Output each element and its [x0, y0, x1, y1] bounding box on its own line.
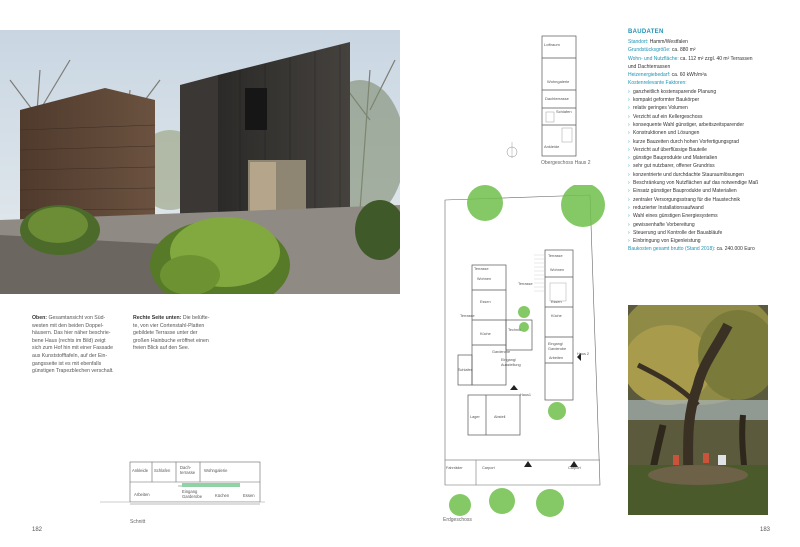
- baudaten-title: BAUDATEN: [628, 29, 664, 35]
- plan-label-eingang-2: Ausstellung: [501, 363, 521, 367]
- chair-icon: [703, 453, 709, 463]
- cost-key: Baukosten gesamt brutto (Stand 2018):: [628, 246, 716, 253]
- caption-oben-line: aus Kunststofftafeln, auf der Ein-: [32, 352, 108, 359]
- fact-value: ca. 60 kWh/m²a: [671, 72, 707, 79]
- caption-oben-line: gangsseite ist es mit ebenfalls: [32, 360, 102, 367]
- section-label-schlafen: Schlafen: [154, 468, 171, 473]
- caption-oben-line: Gesamtansicht von Süd-: [48, 315, 106, 321]
- caption-rechts-line: Die belüfte-: [182, 315, 210, 321]
- list-item: › Einbringung von Eigenleistung: [628, 237, 798, 245]
- plan-label-eingang-3: Eingang/: [548, 342, 563, 346]
- section-drawing: [100, 456, 265, 526]
- fact-row: [628, 71, 798, 79]
- plan-label-terrasse-4: Terrasse: [518, 282, 533, 286]
- caption-rechts: [133, 315, 228, 353]
- upper-label-schlafen: Schlafen: [556, 109, 572, 114]
- upper-plan-title: Obergeschoss Haus 2: [541, 160, 591, 166]
- ground-plan-title: Erdgeschoss: [443, 517, 472, 523]
- fact-value: ca. 112 m² zzgl. 40 m² Terrassen: [680, 55, 753, 62]
- list-item: › reduzierter Installationsaufwand: [628, 204, 798, 212]
- list-item: › konsequente Wahl günstiger, arbeitszeitsparender: [628, 121, 798, 129]
- list-item: › günstige Bauprodukte und Materialien: [628, 154, 798, 162]
- entrance-arrow-icon: [524, 461, 532, 467]
- page-number-right: 183: [760, 527, 771, 533]
- list-item: › konzentrierte und durchdachte Stauraumlösungen: [628, 171, 798, 179]
- plan-label-essen-2: Essen: [551, 300, 562, 304]
- caption-oben: [32, 315, 124, 376]
- list-item: › Wahl eines günstigen Energiesystems: [628, 212, 798, 220]
- section-label-kuechen: Küchen: [215, 493, 230, 498]
- upper-label-loftraum: Loftraum: [544, 42, 560, 47]
- house-exterior-illustration: [0, 30, 400, 294]
- chair-icon: [718, 455, 726, 465]
- list-item: › Steuerung und Kontrolle der Bauabläufe: [628, 229, 798, 237]
- section-label-eingang-1: Eingang: [182, 489, 198, 494]
- caption-oben-line: bene Haus (rechts im Bild) zeigt: [32, 337, 106, 344]
- plan-label-abstell: Abstell: [494, 415, 506, 419]
- fact-value: ca. 880 m²: [671, 47, 696, 54]
- plan-label-arbeiten: Arbeiten: [549, 356, 564, 360]
- ground-floor-plan: [440, 185, 610, 530]
- fact-row: [628, 63, 798, 71]
- list-item: › Verzicht auf überflüssige Bauteile: [628, 146, 798, 154]
- plan-label-kueche-1: Küche: [480, 332, 491, 336]
- factors-list: [628, 88, 798, 246]
- section-svg: [100, 456, 265, 526]
- ground-floor-plan-svg: [440, 185, 610, 530]
- list-item: › relativ geringes Volumen: [628, 104, 798, 112]
- fact-key: Heizenergiebedarf:: [628, 72, 671, 79]
- section-label-eingang-2: Garderobe: [182, 494, 203, 499]
- upper-floor-plan: [500, 30, 590, 170]
- plan-label-kueche-2: Küche: [551, 314, 562, 318]
- terrace-tree-illustration: [628, 305, 768, 515]
- caption-oben-title: Oben:: [32, 315, 47, 321]
- plan-label-fahrraeder: Fahrräder: [446, 466, 463, 470]
- tree-icon: [518, 306, 530, 318]
- section-label-arbeiten: Arbeiten: [134, 492, 150, 497]
- fact-row: [628, 46, 798, 54]
- section-title: Schnitt: [130, 519, 146, 525]
- upper-label-wohngalerie: Wohngalerie: [547, 79, 570, 84]
- fact-row: [628, 38, 798, 46]
- list-item: › ganzheitlich kostensparende Planung: [628, 88, 798, 96]
- cost-row: [628, 245, 798, 253]
- list-item: › kurze Bauzeiten durch hohen Vorfertigungsgrad: [628, 138, 798, 146]
- caption-rechts-line: großen Hainbuche eröffnet einen: [133, 337, 209, 344]
- plan-label-haus1: Haus1: [520, 393, 531, 397]
- plan-label-terrasse-2: Terrasse: [548, 254, 563, 258]
- plan-label-wohnen-2: Wohnen: [550, 268, 565, 272]
- plan-label-haus2: Haus 2: [577, 352, 590, 356]
- plan-label-eingang-4: Garderobe: [548, 347, 567, 351]
- caption-oben-line: westen mit den beiden Doppel-: [32, 322, 104, 329]
- chair-icon: [673, 455, 679, 465]
- tree-icon: [548, 402, 566, 420]
- page-number-left: 182: [32, 527, 43, 533]
- tree-icon: [536, 489, 564, 517]
- terrace-tree-photo: [628, 305, 768, 515]
- plan-label-essen-1: Essen: [480, 300, 491, 304]
- section-label-dachterrasse-2: terrasse: [180, 470, 196, 475]
- list-item: › kompakt geformter Baukörper: [628, 96, 798, 104]
- list-item: › Beschränkung von Nutzflächen auf das notwendige Maß: [628, 179, 798, 187]
- list-item: › Verzicht auf ein Kellergeschoss: [628, 113, 798, 121]
- section-label-dachterrasse-1: Dach-: [180, 465, 192, 470]
- fact-key: Standort:: [628, 39, 649, 45]
- tree-icon: [489, 488, 515, 514]
- fact-row: [628, 55, 798, 63]
- tree-icon: [561, 185, 605, 227]
- caption-rechts-line: gebildete Terrasse unter der: [133, 330, 198, 337]
- fact-key: Grundstücksgröße:: [628, 47, 671, 54]
- plan-label-technik: Technik: [508, 328, 521, 332]
- plan-label-eingang-1: Eingang/: [501, 358, 516, 362]
- cost-value: ca. 240.000 Euro: [716, 246, 755, 253]
- fact-key: Wohn- und Nutzfläche:: [628, 55, 679, 62]
- list-item: › Konstruktionen und Lösungen: [628, 129, 798, 137]
- plan-label-schlafen: Schlafen: [458, 368, 473, 372]
- tree-icon: [467, 185, 503, 221]
- plan-label-terrasse-3: Terrasse: [460, 314, 475, 318]
- list-item: › zentraler Versorgungsstrang für die Haustechnik: [628, 196, 798, 204]
- fact-value: Hamm/Westfalen: [649, 39, 688, 45]
- upper-label-dachterrasse: Dachterrasse: [545, 96, 569, 101]
- factors-title: Kostenrelevante Faktoren:: [628, 80, 687, 87]
- upper-floor-plan-svg: [500, 30, 590, 170]
- house-exterior-photo: [0, 30, 400, 294]
- plan-label-lager: Lager: [470, 415, 480, 419]
- section-label-wohngalerie: Wohngalerie: [204, 468, 228, 473]
- plan-label-carport-2: Carport: [568, 466, 581, 470]
- list-item: › gewissenhafte Vorbereitung: [628, 221, 798, 229]
- section-label-ankleide: Ankleide: [132, 468, 149, 473]
- caption-oben-line: sich zum Hof hin mit einer Fassade: [32, 345, 114, 352]
- baudaten-block: [628, 38, 798, 254]
- caption-rechts-title: Rechte Seite unten:: [133, 315, 182, 321]
- caption-oben-line: häusern. Das hier näher beschrie-: [32, 330, 111, 337]
- section-label-essen: Essen: [243, 493, 255, 498]
- list-item: › Einsatz günstiger Bauprodukte und Materialien: [628, 187, 798, 195]
- plan-label-carport-1: Carport: [482, 466, 495, 470]
- upper-label-ankleide: Ankleide: [544, 144, 560, 149]
- plan-label-wohnen-1: Wohnen: [477, 277, 492, 281]
- list-item: › sehr gut nutzbarer, offener Grundriss: [628, 162, 798, 170]
- plan-label-garderobe: Garderobe: [492, 350, 511, 354]
- fact-value: und Dachterrassen: [628, 63, 671, 70]
- caption-oben-line: günstigen Trapezblechen verschalt.: [32, 368, 114, 375]
- entrance-arrow-icon: [510, 385, 518, 390]
- plan-label-terrasse-1: Terrasse: [474, 267, 489, 271]
- tree-icon: [449, 494, 471, 516]
- caption-rechts-line: te, von vier Cortenstahl-Platten: [133, 322, 205, 329]
- caption-rechts-line: freien Blick auf den See.: [133, 345, 190, 352]
